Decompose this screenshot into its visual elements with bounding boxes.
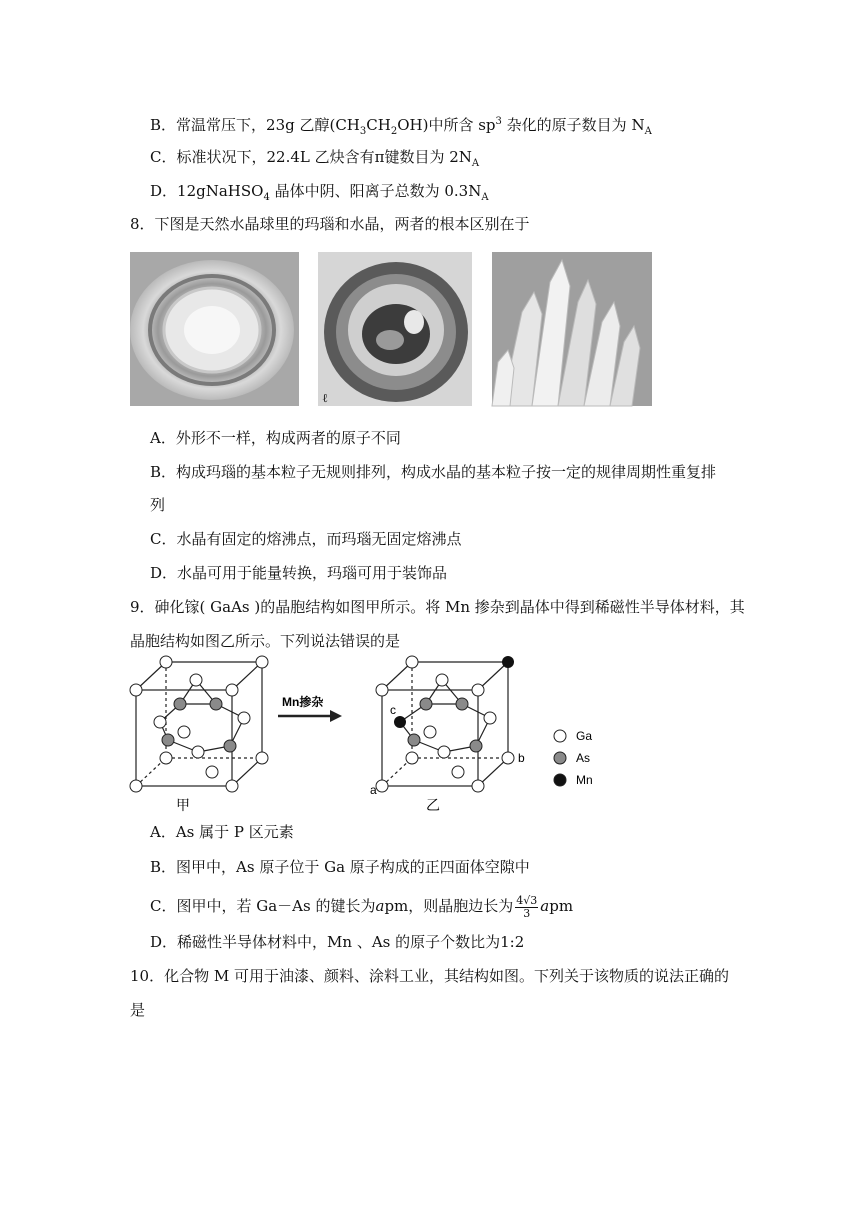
arrow-label: Mn掺杂: [282, 695, 324, 709]
label-yi: 乙: [426, 798, 440, 814]
option-8c: C．水晶有固定的熔沸点，而玛瑙无固定熔沸点: [150, 530, 462, 548]
question-8-stem: 8．下图是天然水晶球里的玛瑙和水晶，两者的根本区别在于: [130, 215, 530, 233]
option-7b: B．常温常压下，23g 乙醇$(CH_3CH_2OH)$中所含 $sp^3$ 杂化的原子数目为 $N_A$: [150, 116, 652, 137]
fraction-4sqrt3-over-3: $\frac{4√3}{3}$: [516, 893, 538, 920]
legend-as: As: [576, 751, 591, 765]
option-9d: D．稀磁性半导体材料中，Mn 、As 的原子个数比为1:2: [150, 933, 525, 951]
label-jia: 甲: [176, 798, 190, 814]
legend-mn: Mn: [576, 773, 593, 787]
option-9a: A．As 属于 P 区元素: [150, 823, 294, 841]
geode-photo: [318, 252, 472, 406]
question-9-stem-line1: 9．砷化镓( GaAs )的晶胞结构如图甲所示。将 Mn 掺杂到晶体中得到稀磁性半导体材料，其: [130, 598, 745, 616]
option-8b-line2: 列: [150, 496, 166, 514]
option-9c: C．图甲中，若 Ga－As 的键长为apm，则晶胞边长为 $\frac{4√3}{3}$ apm: [150, 893, 574, 920]
label-b: b: [518, 751, 525, 765]
label-a: a: [370, 783, 377, 797]
label-c: c: [390, 703, 396, 717]
option-7c: C．标准状况下，22.4L 乙炔含有π键数目为 $2N_A$: [150, 148, 480, 169]
photo-icon: ℓ: [322, 391, 328, 405]
agate-photo: [130, 252, 299, 406]
option-9b: B．图甲中，As 原子位于 Ga 原子构成的正四面体空隙中: [150, 858, 530, 876]
option-8a: A．外形不一样，构成两者的原子不同: [150, 429, 401, 447]
legend-ga: Ga: [576, 729, 593, 743]
option-7d: D．12gNaHSO$_4$ 晶体中阴、阳离子总数为 $0.3N_A$: [150, 182, 489, 203]
question-10-stem-line2: 是: [130, 1001, 146, 1019]
option-8b-line1: B．构成玛瑙的基本粒子无规则排列，构成水晶的基本粒子按一定的规律周期性重复排: [150, 463, 717, 481]
option-8d: D．水晶可用于能量转换，玛瑙可用于装饰品: [150, 564, 448, 582]
crystal-structure-diagram: [120, 652, 620, 814]
quartz-crystal-photo: [492, 252, 652, 406]
question-10-stem-line1: 10．化合物 M 可用于油漆、颜料、涂料工业，其结构如图。下列关于该物质的说法正确的: [130, 967, 729, 985]
question-9-stem-line2: 晶胞结构如图乙所示。下列说法错误的是: [130, 632, 401, 650]
